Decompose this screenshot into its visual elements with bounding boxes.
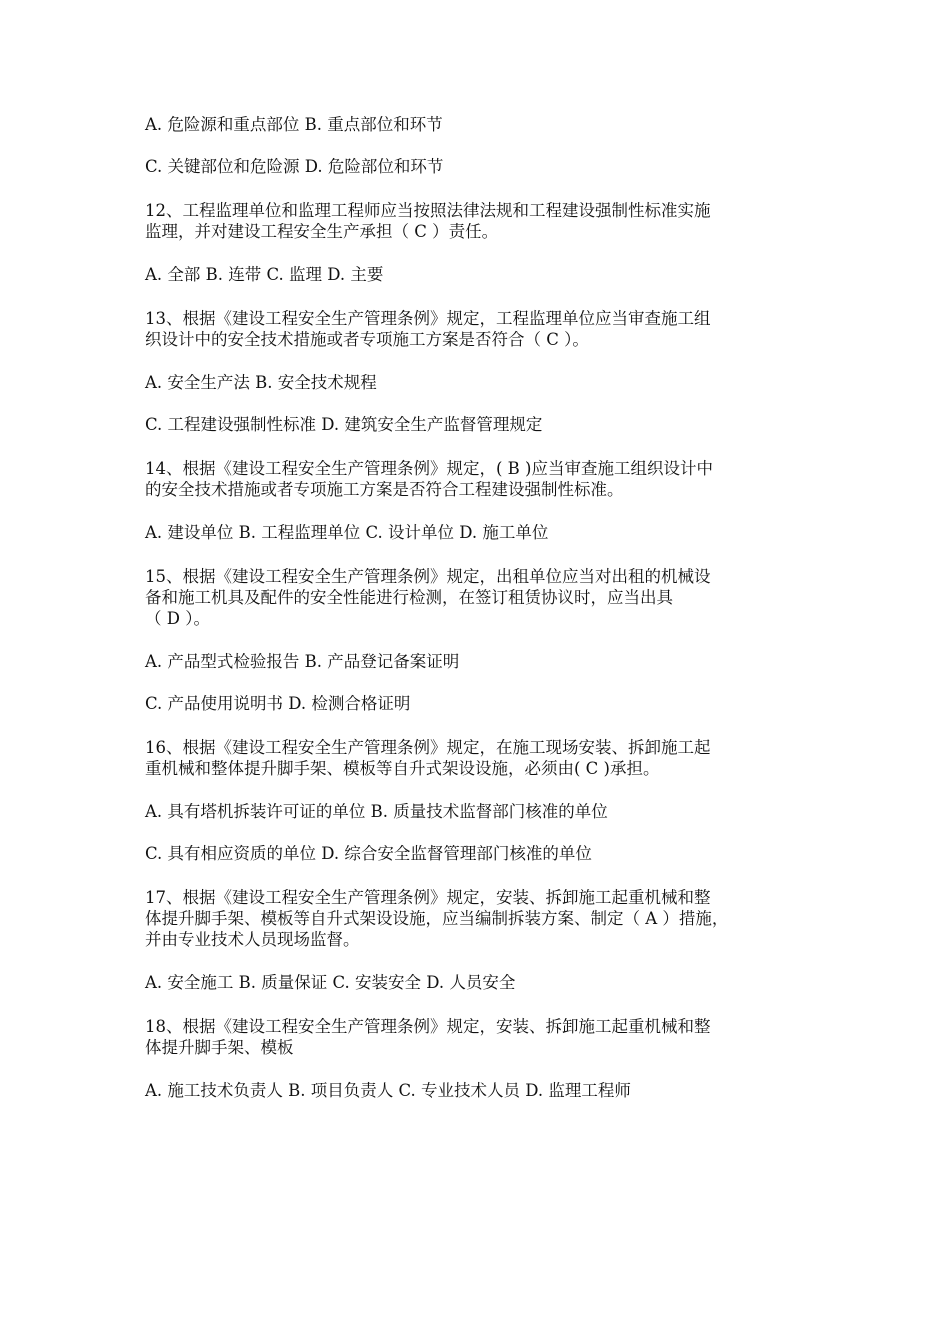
question-14 (145, 458, 825, 500)
question-line: 12、工程监理单位和监理工程师应当按照法律法规和工程建设强制性标准实施 (145, 201, 711, 220)
options-line: A. 产品型式检验报告 B. 产品登记备案证明 (145, 652, 460, 671)
question-line: 15、根据《建设工程安全生产管理条例》规定，出租单位应当对出租的机械设 (145, 567, 711, 586)
question-line: （ D ）。 (145, 609, 210, 628)
question-13 (145, 308, 825, 350)
options-line: C. 关键部位和危险源 D. 危险部位和环节 (145, 157, 444, 176)
question-line: 监理，并对建设工程安全生产承担（ C ）责任。 (145, 222, 499, 241)
question-16 (145, 737, 825, 779)
question-15 (145, 566, 825, 629)
question-17 (145, 887, 825, 950)
options-line: C. 具有相应资质的单位 D. 综合安全监督管理部门核准的单位 (145, 844, 592, 863)
options-line: C. 产品使用说明书 D. 检测合格证明 (145, 694, 411, 713)
options-line: A. 施工技术负责人 B. 项目负责人 C. 专业技术人员 D. 监理工程师 (145, 1081, 631, 1100)
question-line: 织设计中的安全技术措施或者专项施工方案是否符合（ C ）。 (145, 330, 589, 349)
question-line: 13、根据《建设工程安全生产管理条例》规定，工程监理单位应当审查施工组 (145, 309, 711, 328)
document-content (145, 115, 825, 1101)
question-line: 并由专业技术人员现场监督。 (145, 930, 360, 949)
options-line: A. 安全施工 B. 质量保证 C. 安装安全 D. 人员安全 (145, 973, 516, 992)
question-line: 体提升脚手架、模板等自升式架设设施，应当编制拆装方案、制定（ A ）措施， (145, 909, 729, 928)
question-line: 16、根据《建设工程安全生产管理条例》规定，在施工现场安装、拆卸施工起 (145, 738, 711, 757)
question-line: 备和施工机具及配件的安全性能进行检测，在签订租赁协议时，应当出具 (145, 588, 673, 607)
options-line: C. 工程建设强制性标准 D. 建筑安全生产监督管理规定 (145, 415, 543, 434)
question-12 (145, 200, 825, 242)
question-line: 17、根据《建设工程安全生产管理条例》规定，安装、拆卸施工起重机械和整 (145, 888, 711, 907)
question-18 (145, 1016, 825, 1058)
options-line: A. 全部 B. 连带 C. 监理 D. 主要 (145, 265, 384, 284)
options-line: A. 危险源和重点部位 B. 重点部位和环节 (145, 115, 443, 134)
question-line: 体提升脚手架、模板 (145, 1038, 294, 1057)
question-line: 14、根据《建设工程安全生产管理条例》规定，( B )应当审查施工组织设计中 (145, 459, 713, 478)
question-line: 的安全技术措施或者专项施工方案是否符合工程建设强制性标准。 (145, 480, 624, 499)
question-line: 18、根据《建设工程安全生产管理条例》规定，安装、拆卸施工起重机械和整 (145, 1017, 711, 1036)
options-line: A. 具有塔机拆装许可证的单位 B. 质量技术监督部门核准的单位 (145, 802, 608, 821)
question-line: 重机械和整体提升脚手架、模板等自升式架设设施，必须由( C )承担。 (145, 759, 660, 778)
options-line: A. 建设单位 B. 工程监理单位 C. 设计单位 D. 施工单位 (145, 523, 549, 542)
options-line: A. 安全生产法 B. 安全技术规程 (145, 373, 377, 392)
